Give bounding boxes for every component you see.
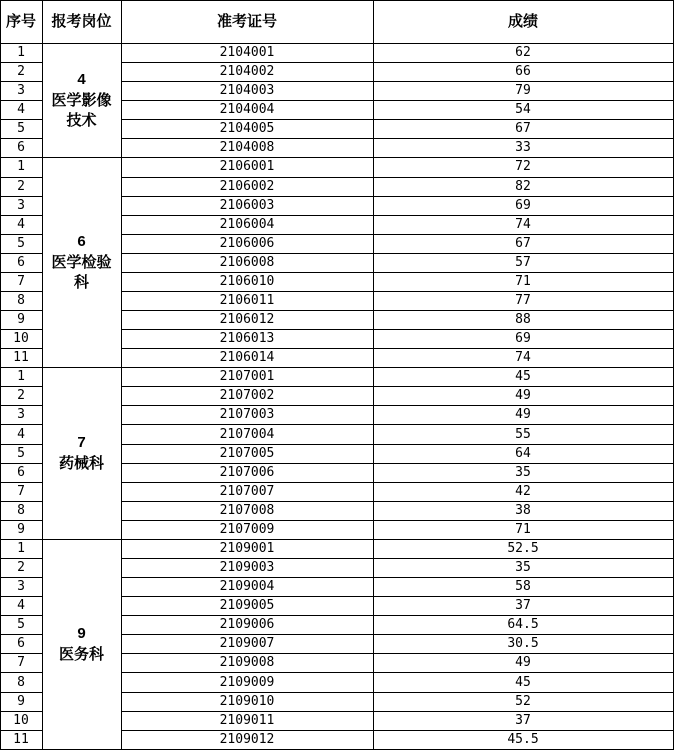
row-index: 2 xyxy=(17,178,25,194)
score-value: 82 xyxy=(515,178,531,194)
header-ticket: 准考证号 xyxy=(216,12,277,30)
ticket-number: 2106006 xyxy=(219,235,275,251)
score-value: 71 xyxy=(515,521,531,537)
row-index: 8 xyxy=(17,674,25,690)
position-name-line: 药械科 xyxy=(58,454,104,473)
row-index: 5 xyxy=(17,445,25,461)
row-index: 5 xyxy=(17,617,25,633)
ticket-number: 2109001 xyxy=(219,540,275,556)
ticket-number: 2104004 xyxy=(219,102,275,118)
ticket-number: 2109004 xyxy=(219,579,275,595)
ticket-number: 2107007 xyxy=(219,483,275,499)
row-index: 7 xyxy=(17,655,25,671)
row-index: 9 xyxy=(17,693,25,709)
ticket-number: 2104002 xyxy=(219,64,275,80)
position-name-line: 医务科 xyxy=(58,644,104,663)
row-index: 9 xyxy=(17,312,25,328)
row-index: 1 xyxy=(17,369,25,385)
row-index: 8 xyxy=(17,293,25,308)
ticket-number: 2106013 xyxy=(219,331,275,347)
position-code: 9 xyxy=(77,624,86,642)
score-value: 49 xyxy=(515,655,531,671)
row-index: 6 xyxy=(17,636,25,652)
position-group-cell xyxy=(42,157,121,367)
score-value: 74 xyxy=(515,216,531,232)
row-index: 4 xyxy=(17,102,25,118)
position-group-cell xyxy=(42,367,121,539)
score-value: 37 xyxy=(515,598,531,614)
row-index: 4 xyxy=(17,216,25,232)
row-border xyxy=(0,0,674,1)
header-index: 序号 xyxy=(5,12,36,30)
ticket-number: 2104008 xyxy=(219,140,275,156)
row-index: 2 xyxy=(17,388,25,404)
row-index: 6 xyxy=(17,140,25,156)
row-index: 7 xyxy=(17,483,25,499)
ticket-number: 2107009 xyxy=(219,521,275,537)
ticket-number: 2109009 xyxy=(219,674,275,690)
position-group-cell xyxy=(42,43,121,157)
score-value: 74 xyxy=(515,350,531,366)
score-value: 45 xyxy=(515,674,531,690)
score-value: 33 xyxy=(515,140,531,156)
position-code: 7 xyxy=(77,434,86,452)
row-index: 9 xyxy=(17,521,25,537)
ticket-number: 2109011 xyxy=(219,712,275,728)
row-index: 4 xyxy=(17,426,25,442)
row-index: 1 xyxy=(17,159,25,175)
ticket-number: 2107004 xyxy=(219,426,275,442)
score-value: 88 xyxy=(515,312,531,328)
row-index: 3 xyxy=(17,197,25,213)
ticket-number: 2109007 xyxy=(219,636,275,652)
score-value: 42 xyxy=(515,483,531,499)
score-value: 52.5 xyxy=(507,540,539,556)
ticket-number: 2106008 xyxy=(219,254,275,270)
position-code: 6 xyxy=(77,233,86,251)
ticket-number: 2107002 xyxy=(219,388,275,404)
ticket-number: 2104001 xyxy=(219,45,275,61)
score-value: 35 xyxy=(515,464,531,480)
score-value: 71 xyxy=(515,273,531,289)
position-name-line: 医学影像 xyxy=(51,91,112,110)
row-index: 4 xyxy=(17,598,25,614)
score-value: 49 xyxy=(515,407,531,423)
position-name-line: 医学检验 xyxy=(51,253,112,272)
ticket-number: 2106010 xyxy=(219,273,275,289)
ticket-number: 2106012 xyxy=(219,312,275,328)
ticket-number: 2106004 xyxy=(219,216,275,232)
position-name-line: 技术 xyxy=(66,111,97,130)
header-position: 报考岗位 xyxy=(51,12,112,30)
row-index: 3 xyxy=(17,579,25,595)
score-value: 69 xyxy=(515,331,531,347)
row-index: 1 xyxy=(17,540,25,556)
ticket-number: 2109003 xyxy=(219,560,275,576)
score-value: 38 xyxy=(515,502,531,518)
ticket-number: 2106003 xyxy=(219,197,275,213)
ticket-number: 2104005 xyxy=(219,121,275,137)
row-index: 3 xyxy=(17,83,25,99)
score-value: 77 xyxy=(515,293,531,308)
ticket-number: 2107006 xyxy=(219,464,275,480)
ticket-number: 2106014 xyxy=(219,350,275,366)
ticket-number: 2106001 xyxy=(219,159,275,175)
score-value: 54 xyxy=(515,102,531,118)
row-index: 10 xyxy=(13,331,29,347)
score-value: 64 xyxy=(515,445,531,461)
score-value: 79 xyxy=(515,83,531,99)
score-value: 67 xyxy=(515,235,531,251)
ticket-number: 2107005 xyxy=(219,445,275,461)
score-value: 67 xyxy=(515,121,531,137)
score-value: 37 xyxy=(515,712,531,728)
ticket-number: 2109010 xyxy=(219,693,275,709)
score-value: 57 xyxy=(515,254,531,270)
ticket-number: 2109012 xyxy=(219,731,275,747)
score-value: 69 xyxy=(515,197,531,213)
score-value: 52 xyxy=(515,693,531,709)
header-score: 成绩 xyxy=(507,12,538,30)
score-value: 45.5 xyxy=(507,731,539,747)
ticket-number: 2109006 xyxy=(219,617,275,633)
score-value: 49 xyxy=(515,388,531,404)
row-index: 6 xyxy=(17,464,25,480)
ticket-number: 2107008 xyxy=(219,502,275,518)
row-index: 6 xyxy=(17,254,25,270)
position-name-line: 科 xyxy=(73,273,89,292)
score-value: 66 xyxy=(515,64,531,80)
score-value: 30.5 xyxy=(507,636,539,652)
row-index: 11 xyxy=(13,350,29,366)
ticket-number: 2104003 xyxy=(219,83,275,99)
row-index: 7 xyxy=(17,273,25,289)
row-index: 10 xyxy=(13,712,29,728)
score-value: 45 xyxy=(515,369,531,385)
ticket-number: 2109008 xyxy=(219,655,275,671)
ticket-number: 2106011 xyxy=(219,293,275,308)
row-index: 11 xyxy=(13,731,29,747)
row-index: 5 xyxy=(17,235,25,251)
score-value: 64.5 xyxy=(507,617,539,633)
score-value: 62 xyxy=(515,45,531,61)
ticket-number: 2106002 xyxy=(219,178,275,194)
score-value: 55 xyxy=(515,426,531,442)
row-index: 5 xyxy=(17,121,25,137)
score-value: 35 xyxy=(515,560,531,576)
row-index: 3 xyxy=(17,407,25,423)
row-index: 2 xyxy=(17,64,25,80)
row-index: 1 xyxy=(17,45,25,61)
ticket-number: 2107003 xyxy=(219,407,275,423)
score-value: 58 xyxy=(515,579,531,595)
row-index: 8 xyxy=(17,502,25,518)
ticket-number: 2109005 xyxy=(219,598,275,614)
score-value: 72 xyxy=(515,159,531,175)
ticket-number: 2107001 xyxy=(219,369,275,385)
position-group-cell xyxy=(42,539,121,749)
row-index: 2 xyxy=(17,560,25,576)
column-border xyxy=(673,0,674,749)
position-code: 4 xyxy=(77,71,86,89)
